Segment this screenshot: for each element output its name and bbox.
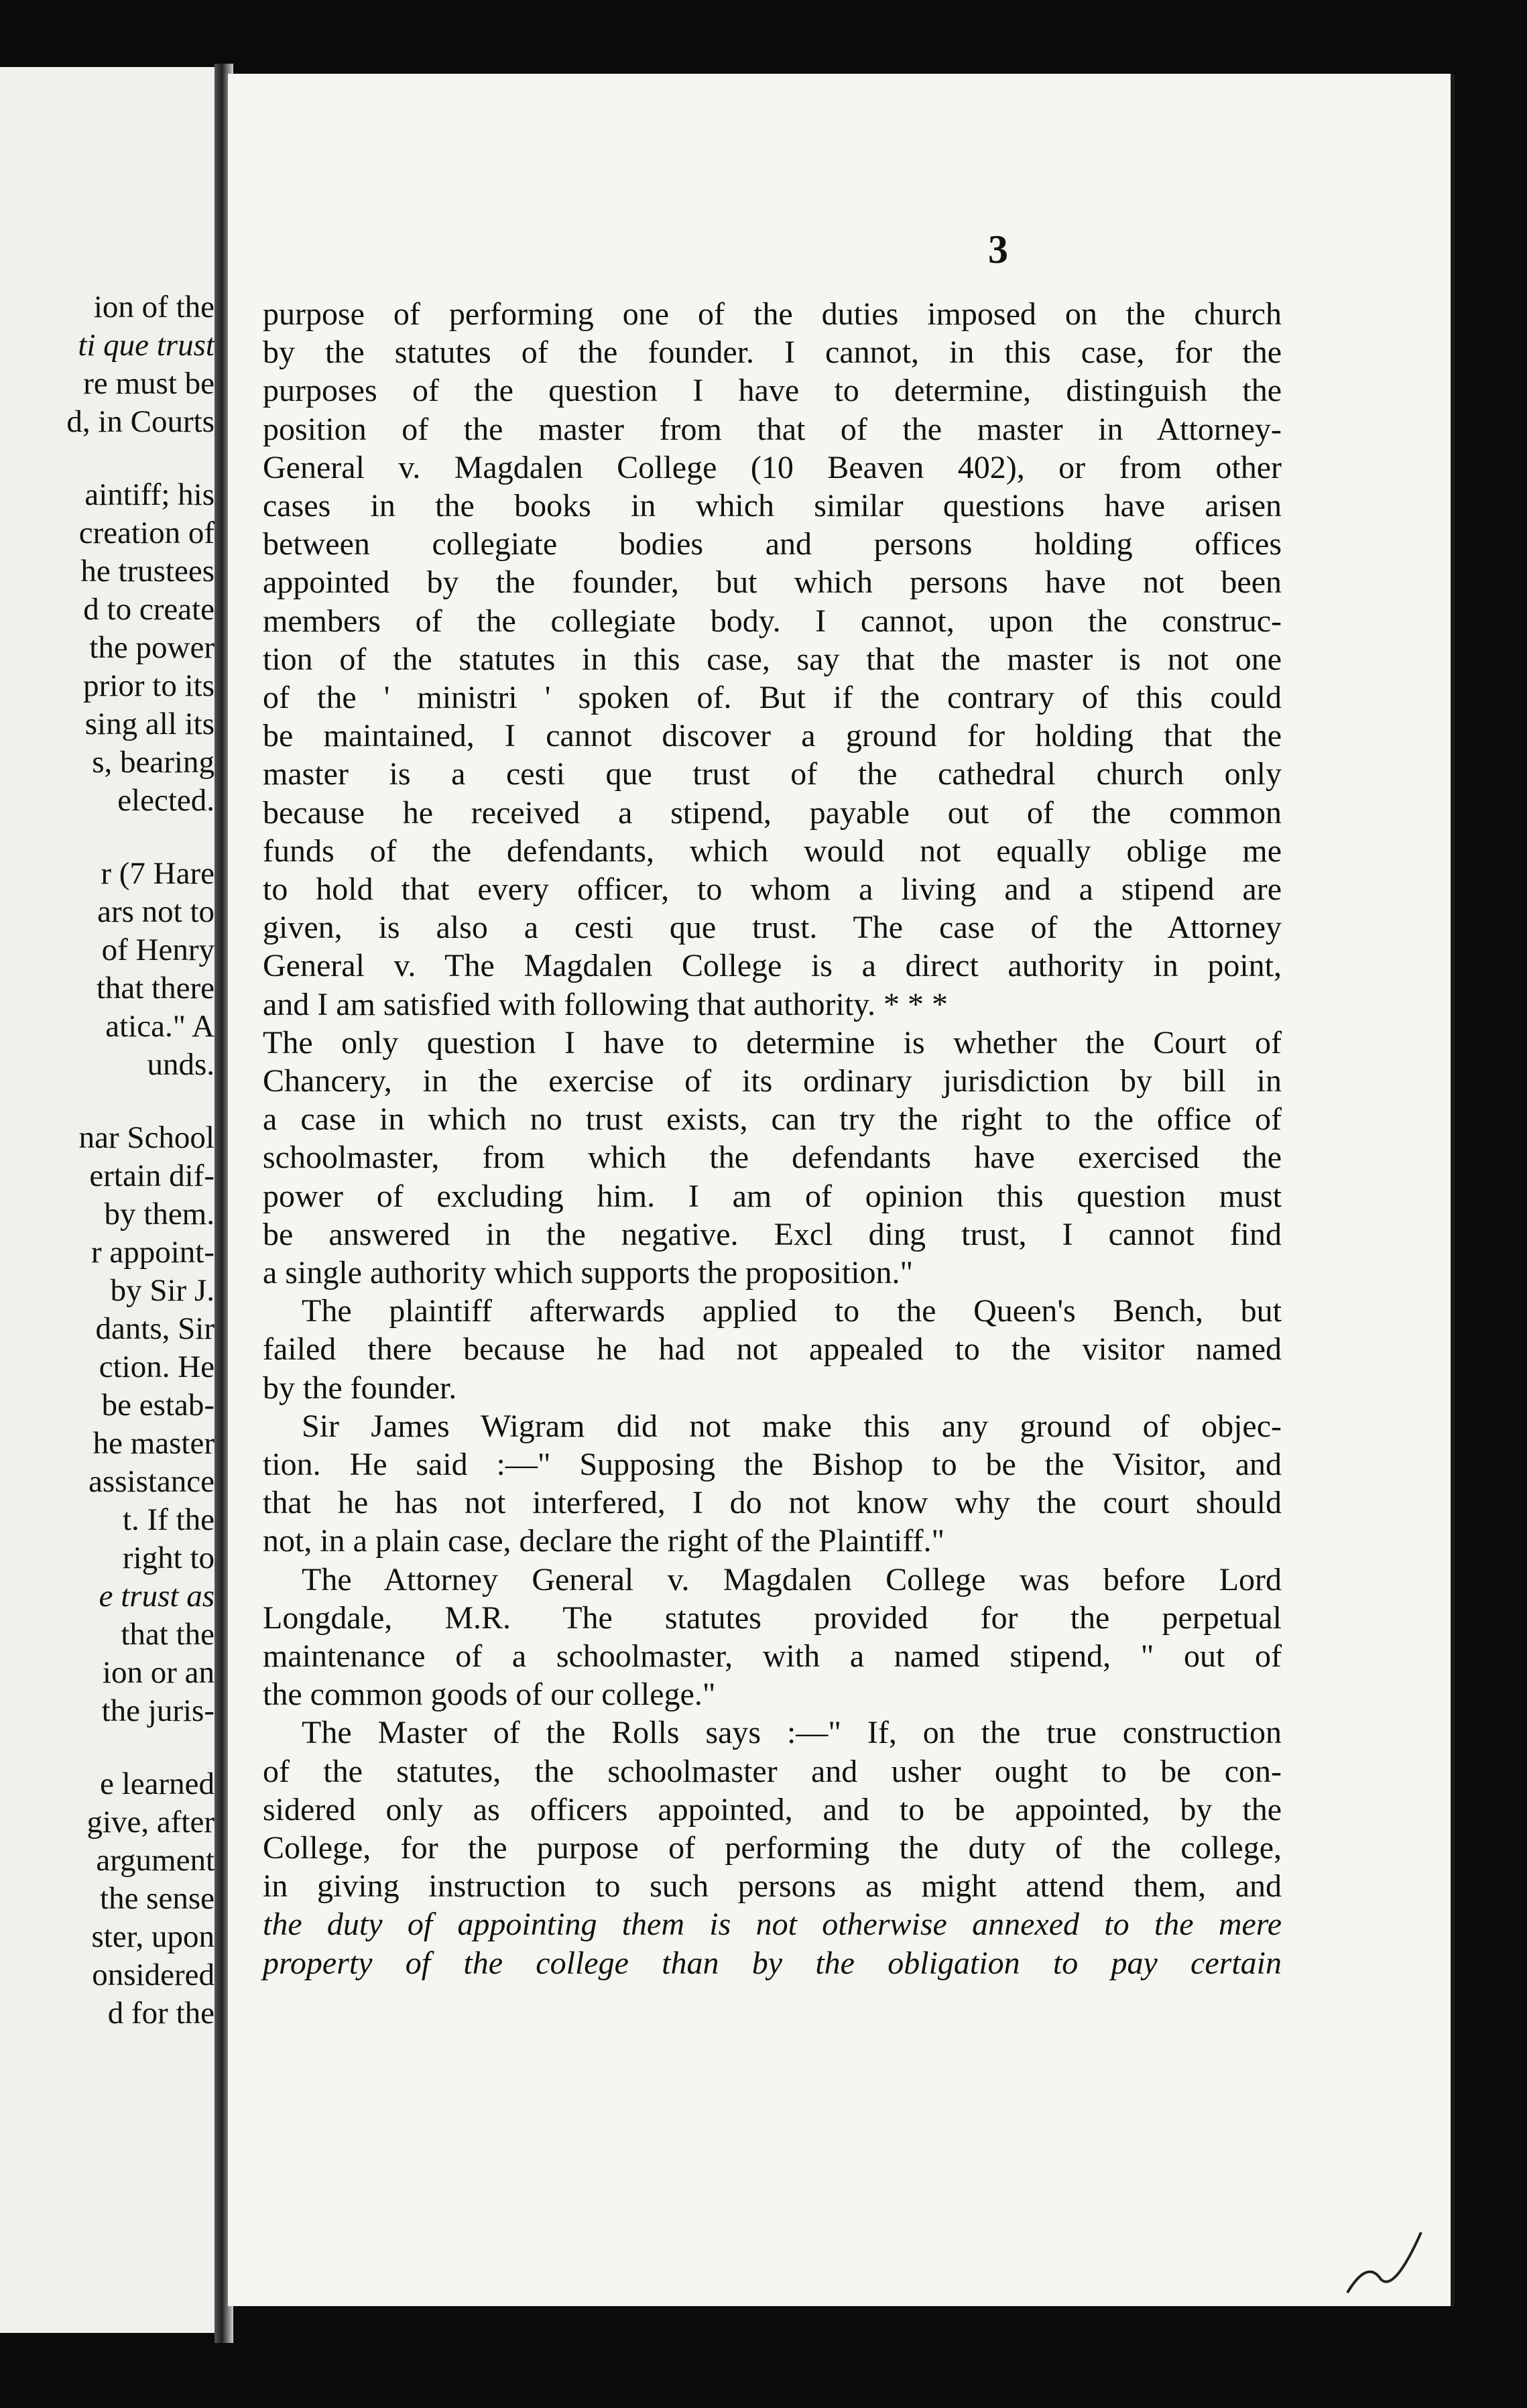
previous-page-line: give, after: [86, 1805, 215, 1840]
previous-page-line: nar School: [78, 1120, 215, 1155]
previous-page-line: e learned: [100, 1766, 215, 1801]
text-line: a single authority which supports the proposition.": [263, 1255, 914, 1290]
previous-page-line: ertain dif-: [89, 1158, 215, 1193]
text-line: of the statutes, the schoolmaster and usher ought to be con-: [263, 1753, 1282, 1789]
previous-page-line: creation of: [78, 516, 215, 550]
text-line: be maintained, I cannot discover a ground for holding that the: [263, 718, 1282, 754]
previous-page-line: dants, Sir: [95, 1311, 215, 1346]
text-line: by the statutes of the founder. I cannot, in this case, for the: [263, 335, 1282, 371]
text-line: tion. He said :—" Supposing the Bishop to be the Visitor, and: [263, 1447, 1282, 1482]
text-line: that he has not interfered, I do not know why the court should: [263, 1485, 1282, 1521]
text-line: The only question I have to determine is whether the Court of: [263, 1024, 1282, 1061]
text-line: by the founder.: [263, 1370, 457, 1406]
previous-page-line: that the: [121, 1617, 215, 1652]
previous-page-line: argument: [96, 1843, 215, 1878]
previous-page-line: r (7 Hare: [101, 856, 215, 891]
page-number: 3: [988, 227, 1008, 272]
text-line: The Master of the Rolls says :—" If, on the true construction: [302, 1715, 1282, 1751]
book-page: [228, 74, 1455, 2306]
text-line: of the ' ministri ' spoken of. But if the contrary of this could: [263, 680, 1282, 715]
text-line: maintenance of a schoolmaster, with a named stipend, " out of: [263, 1638, 1282, 1674]
previous-page-line: by them.: [104, 1197, 215, 1231]
text-line: the common goods of our college.": [263, 1677, 716, 1713]
pencil-mark: [1341, 2219, 1434, 2299]
previous-page-line: unds.: [147, 1047, 215, 1082]
text-line: property of the college than by the obligation to pay certain: [263, 1945, 1282, 1981]
text-line: Chancery, in the exercise of its ordinary jurisdiction by bill in: [263, 1063, 1282, 1099]
text-line: schoolmaster, from which the defendants have exercised the: [263, 1140, 1282, 1176]
text-line: not, in a plain case, declare the right of the Plaintiff.": [263, 1523, 945, 1559]
previous-page-line: the power: [89, 630, 215, 665]
previous-page-line: the juris-: [101, 1693, 215, 1728]
previous-page-line: ction. He: [99, 1349, 215, 1384]
previous-page-line: d to create: [83, 592, 215, 627]
previous-page-line: aintiff; his: [84, 477, 215, 512]
text-line: failed there because he had not appealed to the visitor named: [263, 1331, 1282, 1368]
previous-page-line: ster, upon: [91, 1919, 215, 1954]
previous-page-line: by Sir J.: [110, 1273, 215, 1308]
text-line: given, is also a cesti que trust. The case of the Attorney: [263, 910, 1282, 946]
previous-page-line: ars not to: [97, 894, 215, 929]
text-line: purposes of the question I have to determine, distinguish the: [263, 373, 1282, 409]
previous-page-line: onsidered: [92, 1958, 215, 1992]
previous-page-line: ti que trust: [78, 328, 215, 363]
previous-page-line: s, bearing: [92, 745, 215, 780]
previous-page-line: of Henry: [101, 932, 215, 967]
previous-page-line: re must be: [83, 366, 215, 401]
previous-page-line: he master: [93, 1426, 215, 1461]
text-line: in giving instruction to such persons as might attend them, and: [263, 1868, 1282, 1905]
text-line: members of the collegiate body. I cannot, upon the construc-: [263, 603, 1282, 639]
text-line: between collegiate bodies and persons holding offices: [263, 526, 1282, 562]
previous-page-line: d for the: [107, 1996, 215, 2031]
previous-page-line: ion of the: [93, 290, 215, 324]
previous-page-line: r appoint-: [90, 1235, 215, 1270]
previous-page-line: ion or an: [102, 1655, 215, 1690]
text-line: to hold that every officer, to whom a living and a stipend are: [263, 871, 1282, 907]
text-line: sidered only as officers appointed, and to be appointed, by the: [263, 1791, 1282, 1827]
previous-page-line: be estab-: [101, 1388, 215, 1423]
previous-page-line: atica." A: [105, 1009, 215, 1044]
previous-page-line: prior to its: [83, 668, 215, 703]
text-line: Sir James Wigram did not make this any ground of objec-: [302, 1408, 1282, 1444]
text-line: College, for the purpose of performing the duty of the college,: [263, 1830, 1282, 1866]
text-line: master is a cesti que trust of the cathedral church only: [263, 756, 1282, 792]
page-body: [228, 74, 1455, 2306]
text-line: appointed by the founder, but which persons have not been: [263, 564, 1282, 601]
previous-page-line: sing all its: [84, 707, 215, 741]
text-line: funds of the defendants, which would not equally oblige me: [263, 833, 1282, 869]
previous-page-line: right to: [122, 1541, 215, 1575]
text-line: purpose of performing one of the duties imposed on the church: [263, 296, 1282, 332]
previous-page-line: elected.: [117, 783, 215, 818]
previous-page-line: d, in Courts: [66, 404, 215, 439]
text-line: tion of the statutes in this case, say that the master is not one: [263, 641, 1282, 677]
previous-page-line: the sense: [100, 1881, 215, 1916]
previous-page-line: he trustees: [80, 554, 215, 589]
text-line: cases in the books in which similar questions have arisen: [263, 488, 1282, 524]
text-line: and I am satisfied with following that authority. * * *: [263, 986, 949, 1022]
previous-page-line: e trust as: [99, 1579, 215, 1614]
text-line: because he received a stipend, payable out of the common: [263, 794, 1282, 831]
text-line: General v. The Magdalen College is a direct authority in point,: [263, 948, 1282, 984]
text-line: position of the master from that of the master in Attorney-: [263, 411, 1282, 447]
text-line: Longdale, M.R. The statutes provided for the perpetual: [263, 1600, 1282, 1636]
previous-page-line: assistance: [88, 1464, 215, 1499]
text-line: power of excluding him. I am of opinion this question must: [263, 1178, 1282, 1214]
text-line: The plaintiff afterwards applied to the Queen's Bench, but: [302, 1293, 1282, 1329]
text-line: the duty of appointing them is not otherwise annexed to the mere: [263, 1907, 1282, 1943]
previous-page-line: t. If the: [122, 1502, 215, 1537]
previous-page-fragment: [0, 67, 221, 2333]
text-line: be answered in the negative. Excl ding trust, I cannot find: [263, 1216, 1282, 1252]
previous-page-line: that there: [96, 971, 215, 1006]
text-line: The Attorney General v. Magdalen College was before Lord: [302, 1561, 1282, 1598]
text-line: a case in which no trust exists, can try the right to the office of: [263, 1101, 1282, 1138]
text-line: General v. Magdalen College (10 Beaven 402), or from other: [263, 449, 1282, 485]
